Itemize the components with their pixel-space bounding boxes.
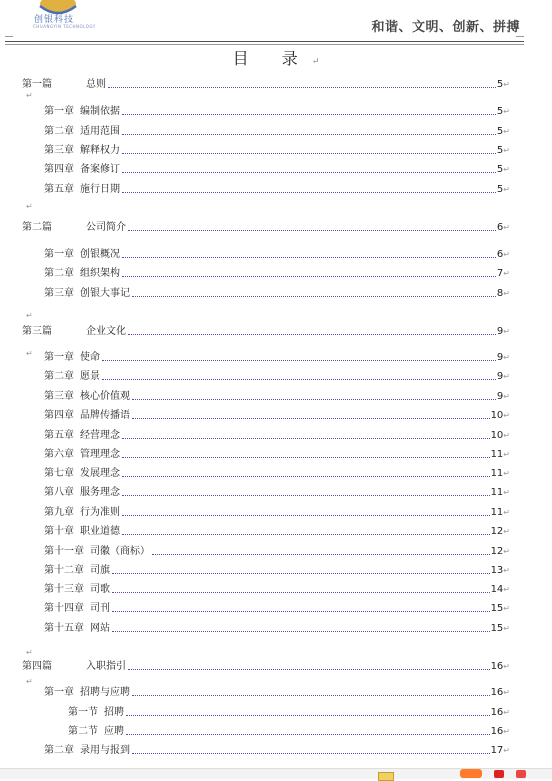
toc-leader-dots — [122, 457, 490, 458]
toc-entry[interactable] — [0, 266, 510, 280]
toc-leader-dots — [152, 554, 490, 555]
toc-title-text: 目 录 — [232, 49, 312, 68]
paragraph-mark: ↵ — [503, 624, 510, 633]
toc-entry[interactable] — [0, 466, 510, 480]
toc-entry[interactable] — [0, 143, 510, 157]
toc-entry[interactable] — [0, 524, 510, 538]
toc-page-number — [490, 507, 510, 519]
toc-entry-text: 核心价值观 — [80, 391, 130, 402]
toc-entry[interactable] — [0, 104, 510, 118]
toc-page-number — [490, 687, 510, 699]
toc-page-number — [490, 526, 510, 538]
toc-entry-text: 组织架构 — [80, 268, 120, 279]
toc-leader-dots — [128, 230, 496, 231]
toc-entry-number: 第五章 — [44, 184, 74, 195]
toc-entry-number: 第八章 — [44, 487, 74, 498]
toc-entry[interactable] — [0, 124, 510, 138]
toc-entry-label — [44, 145, 122, 157]
toc-entry-number: 第六章 — [44, 449, 74, 460]
toc-entry-text: 应聘 — [104, 726, 124, 737]
toc-page-value: 5 — [496, 79, 504, 90]
toc-page-value: 13 — [490, 565, 504, 576]
paragraph-mark: ↵ — [503, 450, 510, 459]
toc-entry-text: 招聘 — [104, 707, 124, 718]
toc-entry-number: 第十二章 — [44, 565, 84, 576]
toc-page-value: 15 — [490, 603, 504, 614]
toc-page-number — [496, 164, 510, 176]
paragraph-mark: ↵ — [503, 431, 510, 440]
toc-entry-number: 第四篇 — [22, 661, 52, 672]
toc-page-value: 5 — [496, 164, 504, 175]
toc-entry[interactable] — [0, 286, 510, 300]
toc-entry[interactable] — [0, 182, 510, 196]
toc-entry-text: 入职指引 — [86, 661, 126, 672]
toc-leader-dots — [122, 114, 496, 115]
toc-entry-label — [44, 687, 132, 699]
toc-page-value: 10 — [490, 410, 504, 421]
toc-page-number — [496, 79, 510, 91]
toc-page-value: 9 — [496, 352, 504, 363]
toc-entry-text: 愿景 — [80, 371, 100, 382]
toc-entry[interactable] — [0, 544, 510, 558]
paragraph-mark: ↵ — [503, 250, 510, 259]
toc-page-value: 7 — [496, 268, 504, 279]
paragraph-mark: ↵ — [503, 165, 510, 174]
toc-entry-text: 备案修订 — [80, 164, 120, 175]
paragraph-mark: ↵ — [503, 527, 510, 536]
toc-entry[interactable] — [0, 369, 510, 383]
toc-entry-number: 第一章 — [44, 106, 74, 117]
tray-icon-2[interactable] — [516, 770, 526, 778]
toc-entry-number: 第三章 — [44, 391, 74, 402]
toc-page-number — [496, 391, 510, 403]
paragraph-mark: ↵ — [503, 372, 510, 381]
toc-page-number — [490, 745, 510, 757]
toc-entry-text: 使命 — [80, 352, 100, 363]
paragraph-mark: ↵ — [503, 392, 510, 401]
toc-entry[interactable] — [0, 350, 510, 364]
toc-entry-number: 第十一章 — [44, 546, 84, 557]
paragraph-mark: ↵ — [503, 185, 510, 194]
toc-entry[interactable] — [0, 563, 510, 577]
paragraph-mark: ↵ — [503, 327, 510, 336]
toc-page-value: 11 — [490, 449, 504, 460]
toc-page-value: 8 — [496, 288, 504, 299]
toc-entry-label — [44, 164, 122, 176]
paragraph-mark: ↵ — [503, 289, 510, 298]
toc-entry-label — [44, 249, 122, 261]
toc-page-number — [490, 726, 510, 738]
toc-entry-text: 创银概况 — [80, 249, 120, 260]
toc-page-value: 14 — [490, 584, 504, 595]
toc-entry-number: 第二节 — [68, 726, 98, 737]
toc-entry-number: 第十五章 — [44, 623, 84, 634]
toc-page-number — [490, 623, 510, 635]
toc-entry[interactable] — [0, 389, 510, 403]
toc-page-value: 10 — [490, 430, 504, 441]
toc-leader-dots — [112, 592, 490, 593]
paragraph-mark: ↵ — [503, 411, 510, 420]
toc-entry[interactable] — [0, 220, 510, 234]
toc-page-number — [490, 410, 510, 422]
toc-leader-dots — [122, 438, 490, 439]
toc-entry-text: 司旗 — [90, 565, 110, 576]
toc-entry-number: 第二章 — [44, 126, 74, 137]
toc-entry-number: 第十章 — [44, 526, 74, 537]
toc-leader-dots — [122, 495, 490, 496]
toc-entry-number: 第三章 — [44, 145, 74, 156]
toc-leader-dots — [122, 153, 496, 154]
toc-page-value: 16 — [490, 707, 504, 718]
toc-entry-label — [44, 126, 122, 138]
toc-leader-dots — [112, 573, 490, 574]
toc-entry-label — [44, 507, 122, 519]
toc-page-number — [490, 430, 510, 442]
toc-leader-dots — [122, 134, 496, 135]
toc-entry[interactable] — [0, 621, 510, 635]
toc-entry-number: 第一节 — [68, 707, 98, 718]
toc-page-value: 9 — [496, 326, 504, 337]
paragraph-mark: ↵ — [503, 662, 510, 671]
toc-entry-text: 服务理念 — [80, 487, 120, 498]
toc-entry-text: 发展理念 — [80, 468, 120, 479]
toc-leader-dots — [128, 334, 496, 335]
paragraph-mark: ↵ — [503, 80, 510, 89]
header-slogan: 和谐、文明、创新、拼搏 — [371, 20, 520, 35]
toc-entry-number: 第三章 — [44, 288, 74, 299]
empty-paragraph-mark: ↵ — [26, 677, 33, 686]
toc-entry-label — [44, 184, 122, 196]
toc-entry-text: 经营理念 — [80, 430, 120, 441]
toc-entry[interactable] — [0, 447, 510, 461]
toc-entry-label — [44, 391, 132, 403]
toc-page-value: 12 — [490, 546, 504, 557]
toc-leader-dots — [112, 611, 490, 612]
toc-entry[interactable] — [0, 705, 510, 719]
toc-leader-dots — [122, 515, 490, 516]
paragraph-mark: ↵ — [503, 223, 510, 232]
empty-paragraph-mark: ↵ — [26, 202, 33, 211]
toc-leader-dots — [132, 695, 490, 696]
toc-entry-label — [44, 106, 122, 118]
toc-entry-text: 招聘与应聘 — [80, 687, 130, 698]
toc-entry-label — [22, 222, 128, 234]
toc-entry-number: 第三篇 — [22, 326, 52, 337]
toc-entry-number: 第十四章 — [44, 603, 84, 614]
toc-entry-number: 第九章 — [44, 507, 74, 518]
toc-page-number — [496, 288, 510, 300]
toc-page-value: 9 — [496, 371, 504, 382]
toc-entry-number: 第一篇 — [22, 79, 52, 90]
toc-entry-text: 解释权力 — [80, 145, 120, 156]
paragraph-mark: ↵ — [503, 353, 510, 362]
toc-entry-label — [44, 584, 112, 596]
toc-page-number — [496, 222, 510, 234]
toc-entry[interactable] — [0, 505, 510, 519]
toc-entry-text: 品牌传播语 — [80, 410, 130, 421]
toc-leader-dots — [108, 87, 496, 88]
toc-entry-number: 第四章 — [44, 164, 74, 175]
toc-page-value: 16 — [490, 661, 504, 672]
toc-entry-number: 第二章 — [44, 371, 74, 382]
toc-page-value: 5 — [496, 126, 504, 137]
toc-leader-dots — [122, 534, 490, 535]
toc-page-number — [496, 371, 510, 383]
app-icon[interactable] — [460, 769, 482, 778]
toc-entry-label — [22, 661, 128, 673]
toc-page-value: 6 — [496, 249, 504, 260]
toc-page-value: 16 — [490, 726, 504, 737]
toc-entry-number: 第五章 — [44, 430, 74, 441]
toc-entry-label — [44, 546, 152, 558]
toc-entry-label — [44, 371, 102, 383]
toc-page-number — [490, 487, 510, 499]
toc-entry-number: 第十三章 — [44, 584, 84, 595]
toc-leader-dots — [122, 257, 496, 258]
toc-entry-text: 职业道德 — [80, 526, 120, 537]
toc-entry[interactable] — [0, 77, 510, 91]
toc-page-number — [490, 661, 510, 673]
paragraph-mark: ↵ — [503, 604, 510, 613]
toc-entry-number: 第二章 — [44, 745, 74, 756]
paragraph-mark: ↵ — [503, 566, 510, 575]
toc-page-number — [496, 268, 510, 280]
empty-paragraph-mark: ↵ — [26, 349, 33, 358]
toc-entry-label — [44, 526, 122, 538]
paragraph-mark: ↵ — [503, 107, 510, 116]
toc-entry[interactable] — [0, 659, 510, 673]
toc-entry-label — [22, 79, 108, 91]
paragraph-mark: ↵ — [503, 547, 510, 556]
toc-leader-dots — [132, 753, 490, 754]
toc-leader-dots — [122, 192, 496, 193]
toc-entry-text: 司徽（商标） — [90, 546, 150, 557]
toc-entry-text: 行为准则 — [80, 507, 120, 518]
toc-entry-label — [44, 603, 112, 615]
toc-page-number — [496, 126, 510, 138]
toc-entry[interactable] — [0, 685, 510, 699]
toc-page-number — [490, 603, 510, 615]
toc-page-value: 5 — [496, 184, 504, 195]
toc-leader-dots — [126, 734, 490, 735]
toc-entry-text: 网站 — [90, 623, 110, 634]
paragraph-mark: ↵ — [503, 146, 510, 155]
toc-page-number — [496, 145, 510, 157]
toc-page-value: 12 — [490, 526, 504, 537]
toc-entry-label — [44, 449, 122, 461]
toc-page-number — [490, 449, 510, 461]
toc-entry-label — [44, 565, 112, 577]
paragraph-mark: ↵ — [503, 127, 510, 136]
toc-entry-label — [68, 726, 126, 738]
toc-leader-dots — [132, 418, 490, 419]
toc-entry-label — [44, 352, 102, 364]
toc-page-value: 5 — [496, 145, 504, 156]
logo-text: 创银科技 — [34, 15, 75, 25]
toc-entry-label — [44, 268, 122, 280]
toc-page-number — [490, 584, 510, 596]
paragraph-mark: ↵ — [503, 585, 510, 594]
folder-icon[interactable] — [378, 772, 394, 781]
toc-entry-number: 第二章 — [44, 268, 74, 279]
empty-paragraph-mark: ↵ — [26, 311, 33, 320]
toc-entry-label — [22, 326, 128, 338]
toc-leader-dots — [132, 296, 496, 297]
toc-entry-number: 第七章 — [44, 468, 74, 479]
toc-entry-label — [44, 288, 132, 300]
toc-page-number — [496, 106, 510, 118]
toc-page-value: 11 — [490, 487, 504, 498]
toc-entry-label — [44, 487, 122, 499]
toc-leader-dots — [122, 276, 496, 277]
toc-leader-dots — [112, 631, 490, 632]
toc-leader-dots — [128, 669, 490, 670]
toc-page-value: 5 — [496, 106, 504, 117]
toc-page-number — [490, 565, 510, 577]
toc-entry-label — [44, 745, 132, 757]
toc-entry-text: 总则 — [86, 79, 106, 90]
toc-entry-label — [44, 623, 112, 635]
toc-entry[interactable] — [0, 247, 510, 261]
toc-leader-dots — [122, 172, 496, 173]
toc-entry-number: 第二篇 — [22, 222, 52, 233]
toc-page-value: 11 — [490, 507, 504, 518]
paragraph-mark: ↵ — [503, 469, 510, 478]
empty-paragraph-mark: ↵ — [26, 91, 33, 100]
paragraph-mark: ↵ — [311, 57, 320, 67]
toc-page-value: 15 — [490, 623, 504, 634]
toc-entry[interactable] — [0, 601, 510, 615]
toc-entry[interactable] — [0, 408, 510, 422]
toc-entry-text: 司歌 — [90, 584, 110, 595]
toc-page-value: 11 — [490, 468, 504, 479]
toc-page-value: 6 — [496, 222, 504, 233]
toc-entry-label — [44, 468, 122, 480]
toc-entry[interactable] — [0, 485, 510, 499]
toc-entry-text: 公司简介 — [86, 222, 126, 233]
toc-entry[interactable] — [0, 428, 510, 442]
toc-entry-text: 管理理念 — [80, 449, 120, 460]
toc-page-number — [490, 707, 510, 719]
paragraph-mark: ↵ — [503, 708, 510, 717]
toc-entry-text: 编制依据 — [80, 106, 120, 117]
toc-page-number — [490, 546, 510, 558]
tray-icon[interactable] — [494, 770, 504, 778]
paragraph-mark: ↵ — [503, 488, 510, 497]
paragraph-mark: ↵ — [503, 508, 510, 517]
toc-entry[interactable] — [0, 743, 510, 757]
toc-leader-dots — [122, 476, 490, 477]
toc-page-value: 9 — [496, 391, 504, 402]
toc-page-value: 16 — [490, 687, 504, 698]
toc-entry-number: 第一章 — [44, 352, 74, 363]
toc-entry-label — [68, 707, 126, 719]
toc-entry[interactable] — [0, 582, 510, 596]
toc-entry-number: 第一章 — [44, 249, 74, 260]
toc-entry[interactable] — [0, 724, 510, 738]
toc-leader-dots — [132, 399, 496, 400]
empty-paragraph-mark: ↵ — [26, 648, 33, 657]
toc-entry-number: 第一章 — [44, 687, 74, 698]
toc-leader-dots — [126, 715, 490, 716]
toc-page-number — [496, 184, 510, 196]
toc-page-number — [496, 326, 510, 338]
paragraph-mark: ↵ — [503, 727, 510, 736]
toc-page-number — [490, 468, 510, 480]
toc-entry-text: 创银大事记 — [80, 288, 130, 299]
logo-subtext: CHUANGYIN TECHNOLOGY — [33, 24, 96, 29]
toc-page-number — [496, 249, 510, 261]
paragraph-mark: ↵ — [503, 746, 510, 755]
toc-entry-text: 录用与报到 — [80, 745, 130, 756]
toc-entry-text: 司刊 — [90, 603, 110, 614]
toc-leader-dots — [102, 379, 496, 380]
toc-leader-dots — [102, 360, 496, 361]
toc-entry[interactable] — [0, 162, 510, 176]
toc-page-number — [496, 352, 510, 364]
paragraph-mark: ↵ — [503, 269, 510, 278]
toc-entry-label — [44, 410, 132, 422]
toc-entry[interactable] — [0, 324, 510, 338]
toc-entry-text: 施行日期 — [80, 184, 120, 195]
paragraph-mark: ↵ — [503, 688, 510, 697]
toc-entry-text: 企业文化 — [86, 326, 126, 337]
toc-entry-text: 适用范围 — [80, 126, 120, 137]
toc-entry-number: 第四章 — [44, 410, 74, 421]
toc-entry-label — [44, 430, 122, 442]
toc-page-value: 17 — [490, 745, 504, 756]
